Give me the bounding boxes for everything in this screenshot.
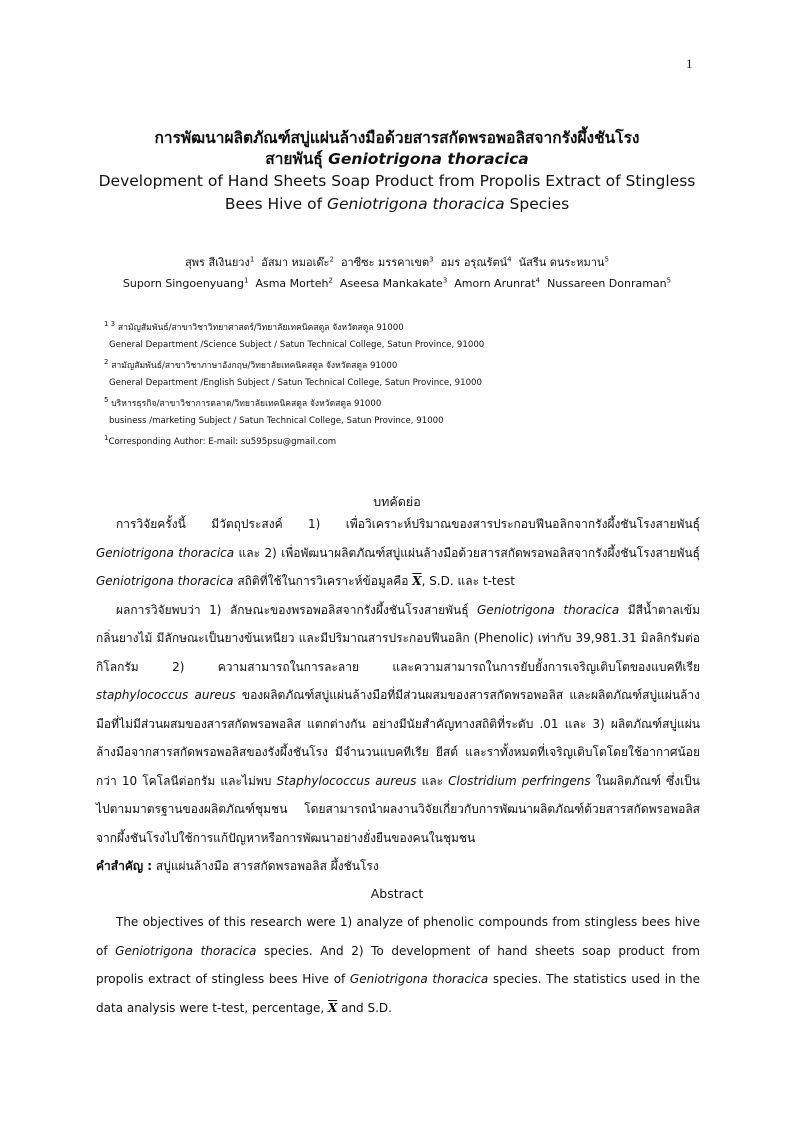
title-en-line2 bbox=[60, 193, 734, 216]
authors-thai bbox=[60, 253, 734, 271]
title-th-species: Geniotrigona thoracica bbox=[328, 150, 529, 168]
title-th-line1: การพัฒนาผลิตภัณฑ์สบู่แผ่นล้างมือด้วยสารสกัดพรอพอลิสจากรังผึ้งชันโรง bbox=[154, 129, 640, 147]
affiliation-th: $^{1 3}$ สามัญสัมพันธ์/สาขาวิชาวิทยาศาสตร์/วิทยาลัยเทคนิคสตูล จังหวัดสตูล 91000 bbox=[104, 320, 404, 333]
thai-keywords: คำสำคัญ : สบู่แผ่นล้างมือ สารสกัดพรอพอลิส ผึ้งชันโรง bbox=[96, 859, 379, 873]
thai-abstract-body bbox=[96, 510, 700, 881]
author-th: นัสรีน ดนระหมาน$^5$ bbox=[518, 255, 609, 269]
title-en-prefix: Bees Hive of bbox=[224, 195, 323, 213]
affiliation-th: $^2$ สามัญสัมพันธ์/สาขาวิชาภาษาอังกฤษ/วิทยาลัยเทคนิคสตูล จังหวัดสตูล 91000 bbox=[104, 357, 398, 371]
author-en: Nussareen Donraman$^5$ bbox=[547, 276, 672, 290]
english-abstract-body bbox=[96, 908, 700, 1022]
title-en-line1: Development of Hand Sheets Soap Product from Propolis Extract of Stingless bbox=[98, 172, 696, 190]
title-en-species: Geniotrigona thoracica bbox=[327, 195, 505, 213]
title-th-line2 bbox=[60, 149, 734, 170]
corresponding-author: $^1$Corresponding Author: E-mail: su595psu@gmail.com bbox=[104, 433, 337, 447]
english-abstract-paragraph: The objectives of this research were 1) analyze of phenolic compounds from stingless bees hive of Geniotrigona thoracica species. And 2) To development of hand sheets soap product from propolis extract of stingless bees Hive of Geniotrigona thoracica species. The statistics used in the data analysis were t-test, percentage, $\overline{X}$ and S.D. bbox=[96, 915, 701, 1015]
author-en: Amorn Arunrat$^4$ bbox=[454, 276, 541, 290]
author-th: อาซีซะ มรรคาเขต$^3$ bbox=[340, 255, 434, 269]
author-en: Suporn Singoenyuang$^1$ bbox=[122, 276, 249, 290]
page-number: 1 bbox=[686, 56, 693, 71]
author-th: อมร อรุณรัตน์$^4$ bbox=[440, 255, 512, 269]
thai-abstract-paragraph-2: ผลการวิจัยพบว่า 1) ลักษณะของพรอพอลิสจากรังผึ้งชันโรงสายพันธุ์ Geniotrigona thoracica มีสีน้ำตาลเข้ม กลิ่นยางไม้ มีลักษณะเป็นยางข้นเหนียว และมีปริมาณสารประกอบฟีนอลิก (Phenolic) เท่ากับ 39,981.31 มิลลิกรัมต่อกิโลกรัม 2) ความสามารถในการละลาย และความสามารถในการยับยั้งการเจริญเติบโตของแบคทีเรีย staphylococcus aureus ของผลิตภัณฑ์สบู่แผ่นล้างมือที่มีส่วนผสมของสารสกัดพรอพอลิส และผลิตภัณฑ์สบู่แผ่นล้างมือที่ไม่มีส่วนผสมของสารสกัดพรอพอลิส แตกต่างกัน อย่างมีนัยสำคัญทางสถิติที่ระดับ .01 และ 3) ผลิตภัณฑ์สบู่แผ่นล้างมือจากสารสกัดพรอพอลิสของรังผึ้งชันโรง มีจำนวนแบคทีเรีย ยีสต์ และราทั้งหมดที่เจริญเติบโตโดยใช้อากาศน้อยกว่า 10 โคโลนีต่อกรัม และไม่พบ Staphylococcus aureus และ Clostridium perfringens ในผลิตภัณฑ์ ซึ่งเป็นไปตามมาตรฐานของผลิตภัณฑ์ชุมชน โดยสามารถนำผลงานวิจัยเกี่ยวกับการพัฒนาผลิตภัณฑ์ด้วยสารสกัดพรอพอลิสจากผึ้งชันโรงไปใช้การแก้ปัญหาหรือการพัฒนาอย่างยั่งยืนของคนในชุมชน bbox=[96, 602, 700, 845]
xbar-symbol: $\overline{X}$ bbox=[327, 1000, 338, 1015]
xbar-symbol: $\overline{X}$ bbox=[412, 574, 422, 588]
author-th: อัสมา หมอเด๊ะ$^2$ bbox=[261, 255, 334, 269]
affiliation-en: General Department /English Subject / Satun Technical College, Satun Province, 91000 bbox=[109, 377, 482, 388]
thai-abstract-heading: บทคัดย่อ bbox=[373, 494, 421, 509]
affiliation-th: $^5$ บริหารธุรกิจ/สาขาวิชาการตลาด/วิทยาลัยเทคนิคสตูล จังหวัดสตูล 91000 bbox=[104, 395, 382, 409]
author-en: Aseesa Mankakate$^3$ bbox=[339, 276, 448, 290]
english-abstract-heading: Abstract bbox=[370, 886, 424, 901]
affiliation-en: business /marketing Subject / Satun Technical College, Satun Province, 91000 bbox=[109, 415, 444, 426]
author-th: สุพร สีเงินยวง$^1$ bbox=[185, 255, 255, 269]
affiliation-en: General Department /Science Subject / Satun Technical College, Satun Province, 91000 bbox=[109, 339, 485, 350]
title-en-suffix: Species bbox=[509, 195, 570, 213]
title-block bbox=[60, 128, 734, 216]
title-th-prefix: สายพันธุ์ bbox=[265, 150, 323, 168]
thai-abstract-paragraph-1: การวิจัยครั้งนี้ มีวัตถุประสงค์ 1) เพื่อวิเคราะห์ปริมาณของสารประกอบฟีนอลิกจากรังผึ้งชันโรงสายพันธุ์ Geniotrigona thoracica และ 2) เพื่อพัฒนาผลิตภัณฑ์สบู่แผ่นล้างมือด้วยสารสกัดพรอพอลิสจากรังผึ้งชันโรงสายพันธุ์ Geniotrigona thoracica สถิติที่ใช้ในการวิเคราะห์ข้อมูลคือ $\overline{X}$, S.D. และ t-test bbox=[96, 517, 700, 588]
author-en: Asma Morteh$^2$ bbox=[255, 276, 333, 290]
affiliations bbox=[104, 316, 704, 450]
authors-english bbox=[60, 276, 734, 290]
